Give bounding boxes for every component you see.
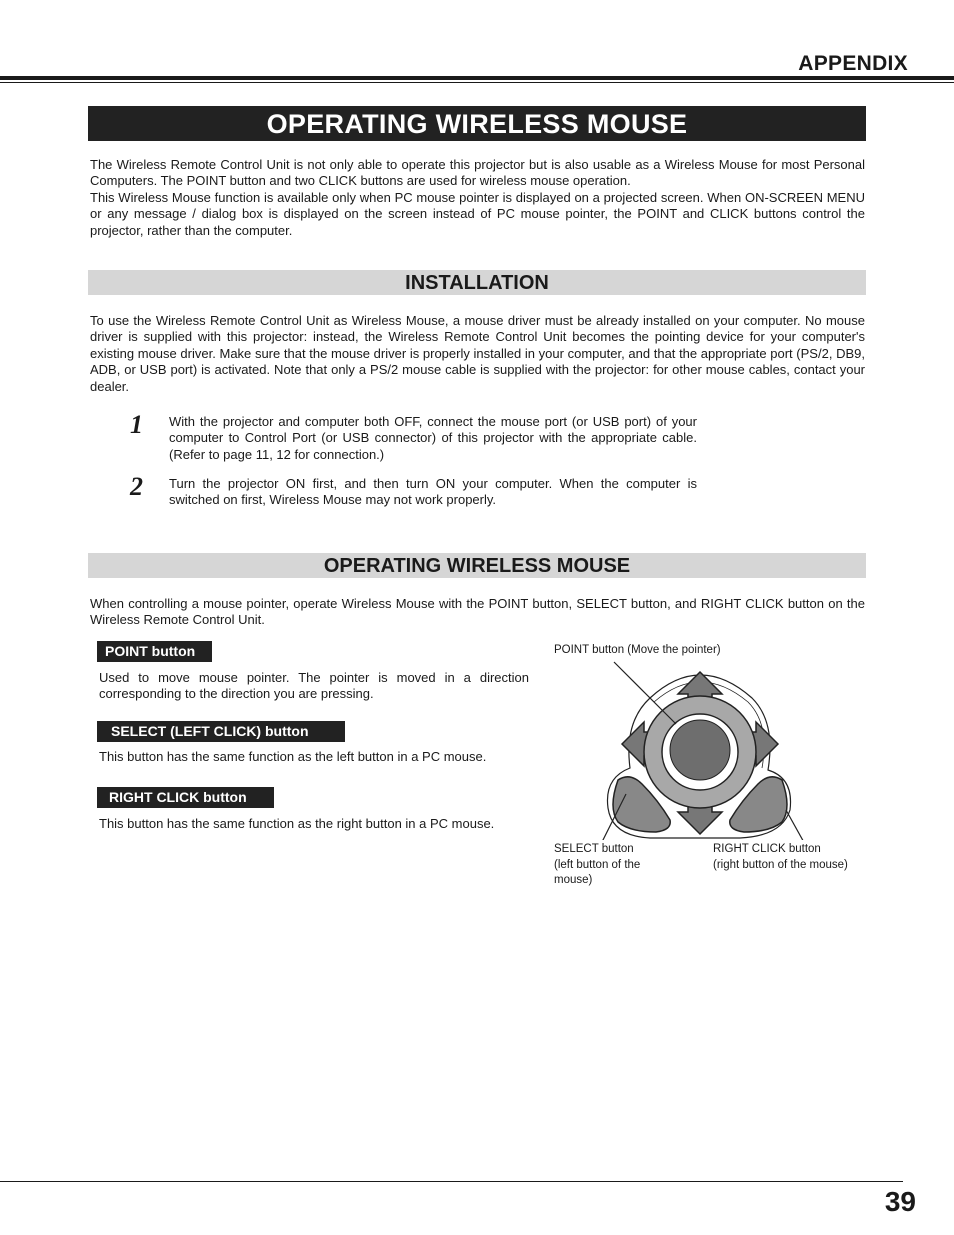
right-click-caption-line-1: RIGHT CLICK button	[713, 843, 821, 855]
page-number: 39	[884, 1186, 916, 1217]
point-caption: POINT button (Move the pointer)	[554, 644, 721, 656]
intro-text	[90, 157, 865, 239]
installation-text: To use the Wireless Remote Control Unit as Wireless Mouse, a mouse driver must be already installed on your computer. No mouse driver is supplied with this projector: instead, the Wireless Remote Control Unit becomes the pointing device for your computer's existing mouse driver. Make sure that the mouse driver is properly installed in your computer, and that the appropriate port (PS/2, DB9, ADB, or USB port) is activated. Note that only a PS/2 mouse cable is supplied with the projector: for other mouse cables, contact your dealer.	[90, 313, 865, 394]
intro-paragraph-2: This Wireless Mouse function is available only when PC mouse pointer is displayed on a projected screen. When ON-SCREEN MENU or any message / dialog box is displayed on the screen instead of PC mouse pointer, the POINT and CLICK buttons control the projector, rather than the computer.	[90, 189, 865, 238]
step-1-text: With the projector and computer both OFF, connect the mouse port (or USB port) of your computer to Control Port (or USB connector) of this projector with the appropriate cable. (Refer to page 11, 12 for connection.)	[169, 414, 697, 462]
point-button-text: Used to move mouse pointer. The pointer is moved in a direction corresponding to the direction you are pressing.	[99, 670, 529, 702]
intro-paragraph-1: The Wireless Remote Control Unit is not only able to operate this projector but is also usable as a Wireless Mouse for most Personal Computers. The POINT button and two CLICK buttons are used for wireless mouse operation.	[90, 157, 865, 189]
remote-buttons-diagram	[590, 660, 820, 840]
step-2-text: Turn the projector ON first, and then turn ON your computer. When the computer is switched on first, Wireless Mouse may not work properly.	[169, 476, 697, 508]
right-click-caption	[713, 842, 848, 873]
select-button-text: This button has the same function as the left button in a PC mouse.	[99, 749, 487, 764]
select-button-label: SELECT (LEFT CLICK) button	[97, 721, 345, 742]
right-click-caption-line-2: (right button of the mouse)	[713, 858, 848, 871]
select-caption	[554, 842, 674, 889]
point-disc-center	[670, 720, 730, 780]
point-button-label: POINT button	[97, 641, 212, 662]
right-click-leader-line	[786, 810, 806, 840]
step-1-number: 1	[130, 410, 143, 439]
page-title: OPERATING WIRELESS MOUSE	[88, 106, 866, 141]
right-click-button-label: RIGHT CLICK button	[97, 787, 274, 808]
select-caption-line-1: SELECT button	[554, 843, 634, 855]
operating-text: When controlling a mouse pointer, operate Wireless Mouse with the POINT button, SELECT button, and RIGHT CLICK button on the Wireless Remote Control Unit.	[90, 596, 865, 628]
step-2-number: 2	[130, 472, 143, 501]
right-click-button-text: This button has the same function as the right button in a PC mouse.	[99, 816, 495, 831]
footer-rule	[0, 1181, 903, 1182]
installation-heading: INSTALLATION	[88, 270, 866, 295]
section-header: APPENDIX	[798, 52, 908, 75]
select-caption-line-3: mouse)	[554, 874, 593, 886]
header-rule-thin	[0, 82, 954, 83]
select-caption-line-2: (left button of the	[554, 858, 641, 871]
operating-heading: OPERATING WIRELESS MOUSE	[88, 553, 866, 578]
header-rule	[0, 76, 954, 80]
